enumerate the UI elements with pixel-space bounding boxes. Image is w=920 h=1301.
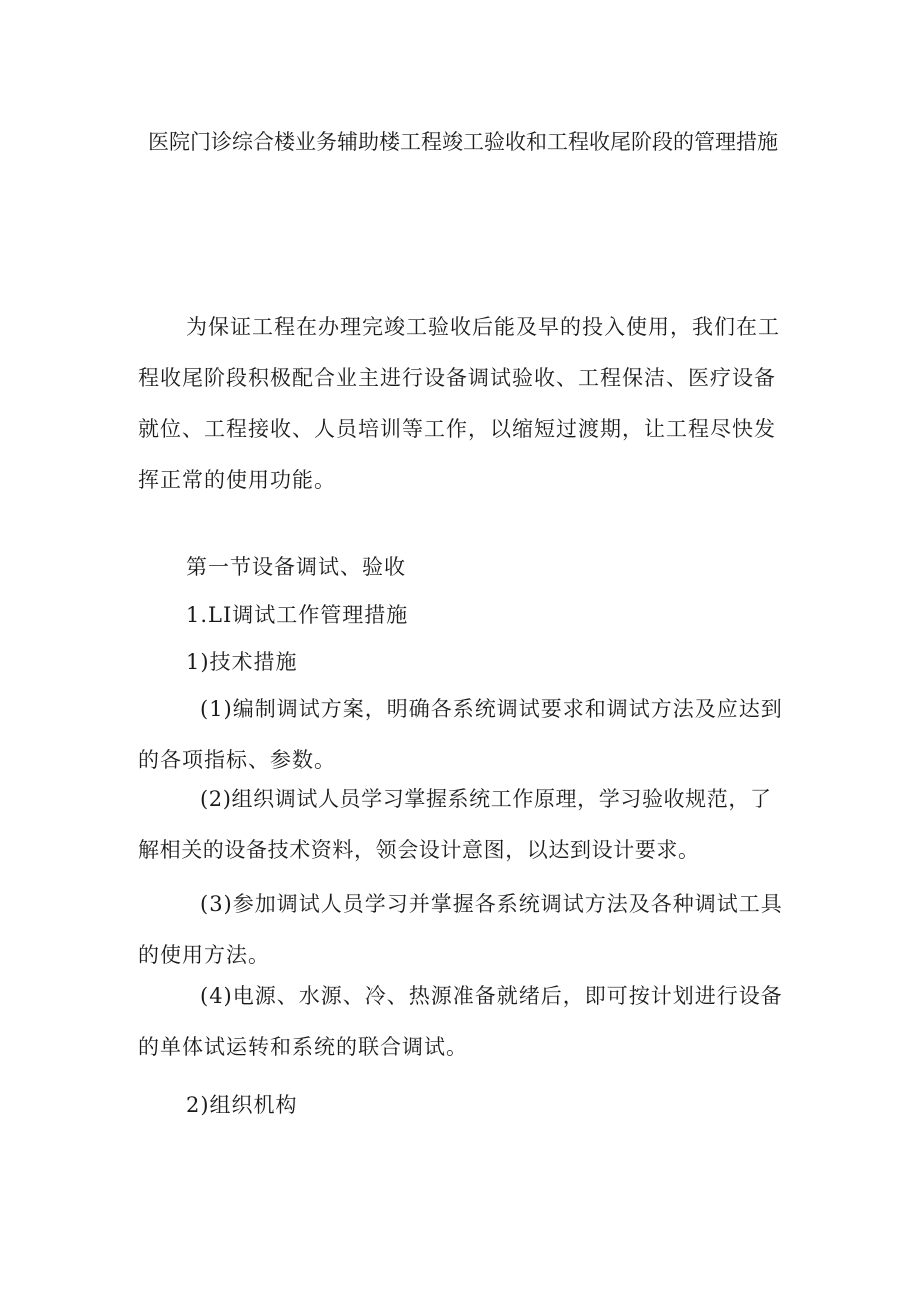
list-item: (2)组织调试人员学习掌握系统工作原理，学习验收规范，了解相关的设备技术资料，领会设计意图，以达到设计要求。 (138, 787, 772, 862)
section-title: 第一节设备调试、验收 (186, 555, 406, 579)
subsection-heading: 1.LI调试工作管理措施 (186, 603, 409, 627)
list-item: (3)参加调试人员学习并掌握各系统调试方法及各种调试工具的使用方法。 (138, 892, 783, 967)
organization-heading: 2)组织机构 (186, 1093, 298, 1117)
list-item: (4)电源、水源、冷、热源准备就绪后，即可按计划进行设备的单体试运转和系统的联合调试。 (138, 984, 783, 1059)
list-item: (1)编制调试方案，明确各系统调试要求和调试方法及应达到的各项指标、参数。 (138, 697, 783, 772)
document-title: 医院门诊综合楼业务辅助楼工程竣工验收和工程收尾阶段的管理措施 (148, 130, 778, 154)
intro-paragraph: 为保证工程在办理完竣工验收后能及早的投入使用，我们在工程收尾阶段积极配合业主进行设备调试验收、工程保洁、医疗设备就位、工程接收、人员培训等工作，以缩短过渡期，让工程尽快发挥正常的使用功能。 (138, 315, 780, 492)
technical-measures-heading: 1)技术措施 (186, 650, 298, 674)
